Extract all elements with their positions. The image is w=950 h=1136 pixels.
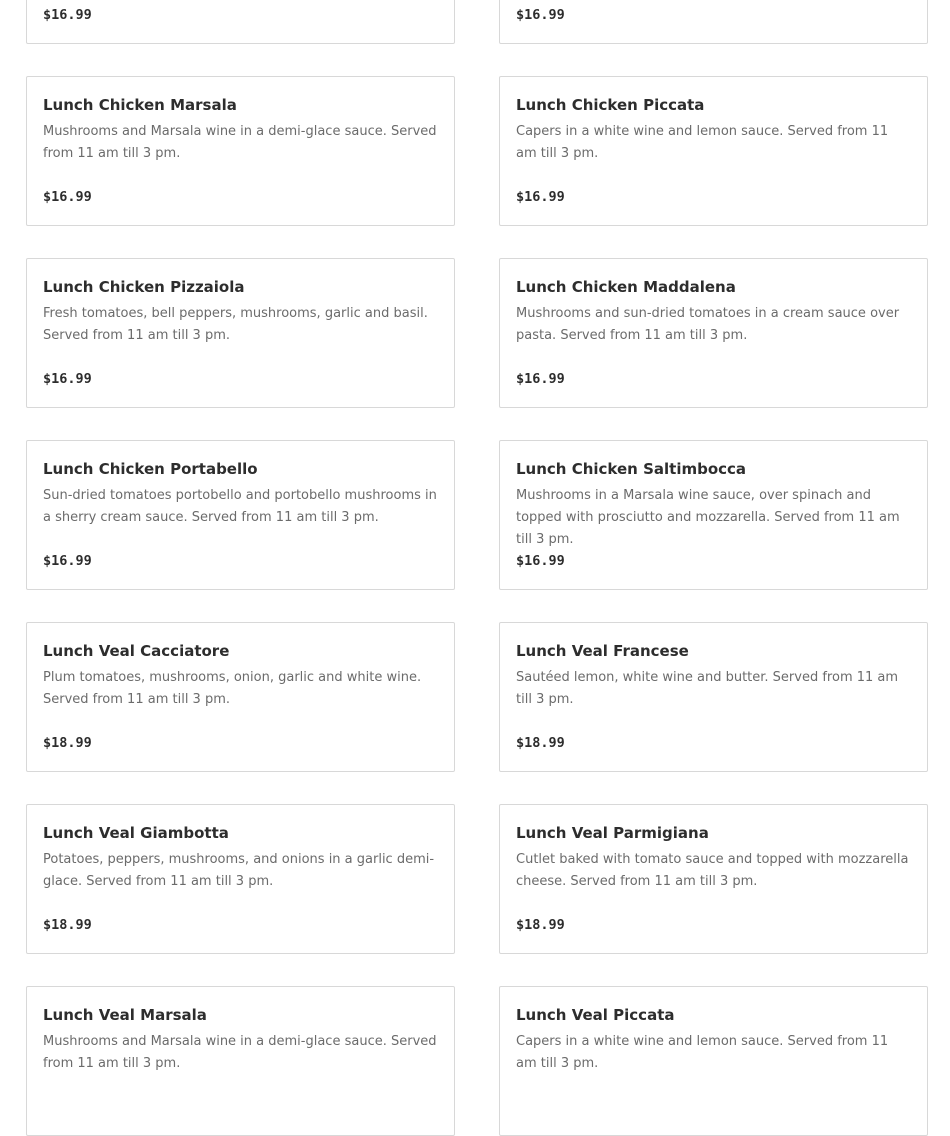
menu-item-name: Lunch Veal Parmigiana: [516, 824, 709, 842]
menu-item-price: $16.99: [516, 553, 565, 569]
menu-item-card[interactable]: [26, 0, 455, 44]
menu-item-price: $16.99: [43, 553, 92, 569]
menu-item-price: $16.99: [43, 371, 92, 387]
menu-item-description: Cutlet baked with tomato sauce and topped with mozzarella cheese. Served from 11 am till 3 pm.: [516, 852, 909, 889]
menu-item-description: Mushrooms in a Marsala wine sauce, over spinach and topped with prosciutto and mozzarella. Served from 11 am till 3 pm.: [516, 488, 900, 547]
menu-items-grid: [26, 0, 928, 1136]
menu-item-card[interactable]: [499, 76, 928, 226]
menu-item-price: $16.99: [516, 7, 565, 23]
menu-item-description: Mushrooms and sun-dried tomatoes in a cream sauce over pasta. Served from 11 am till 3 pm.: [516, 306, 900, 343]
menu-item-name: Lunch Chicken Maddalena: [516, 278, 736, 296]
menu-item-name: Lunch Veal Giambotta: [43, 824, 229, 842]
menu-item-description: Sautéed lemon, white wine and butter. Served from 11 am till 3 pm.: [516, 670, 899, 707]
menu-item-description: Fresh tomatoes, bell peppers, mushrooms, garlic and basil. Served from 11 am till 3 pm.: [43, 306, 428, 343]
menu-item-price: $18.99: [516, 735, 565, 751]
menu-item-card[interactable]: [26, 258, 455, 408]
menu-item-card[interactable]: [26, 622, 455, 772]
menu-item-price: $18.99: [516, 917, 565, 933]
menu-item-name: Lunch Chicken Marsala: [43, 96, 237, 114]
menu-item-name: Lunch Veal Piccata: [516, 1006, 675, 1024]
menu-item-card[interactable]: [26, 440, 455, 590]
menu-item-name: Lunch Veal Francese: [516, 642, 689, 660]
menu-item-name: Lunch Chicken Saltimbocca: [516, 460, 747, 478]
menu-item-card[interactable]: [26, 804, 455, 954]
menu-item-description: Sun-dried tomatoes portobello and portobello mushrooms in a sherry cream sauce. Served from 11 am till 3 pm.: [43, 488, 437, 525]
menu-item-price: $18.99: [43, 917, 92, 933]
menu-item-description: Capers in a white wine and lemon sauce. Served from 11 am till 3 pm.: [516, 124, 889, 161]
menu-item-card[interactable]: [499, 622, 928, 772]
menu-item-name: Lunch Chicken Piccata: [516, 96, 705, 114]
menu-item-card[interactable]: [26, 76, 455, 226]
menu-item-description: Plum tomatoes, mushrooms, onion, garlic and white wine. Served from 11 am till 3 pm.: [43, 670, 422, 707]
menu-item-price: $16.99: [516, 189, 565, 205]
menu-item-name: Lunch Veal Marsala: [43, 1006, 207, 1024]
menu-item-name: Lunch Veal Cacciatore: [43, 642, 230, 660]
menu-item-description: Potatoes, peppers, mushrooms, and onions in a garlic demi-glace. Served from 11 am till 3 pm.: [43, 852, 435, 889]
menu-item-price: $16.99: [43, 189, 92, 205]
menu-item-price: $18.99: [43, 735, 92, 751]
menu-item-card[interactable]: [499, 0, 928, 44]
menu-item-card[interactable]: [499, 804, 928, 954]
menu-item-card[interactable]: [499, 986, 928, 1136]
menu-item-card[interactable]: [499, 440, 928, 590]
menu-item-name: Lunch Chicken Pizzaiola: [43, 278, 245, 296]
menu-item-description: Mushrooms and Marsala wine in a demi-glace sauce. Served from 11 am till 3 pm.: [43, 1034, 437, 1071]
menu-item-card[interactable]: [499, 258, 928, 408]
menu-item-name: Lunch Chicken Portabello: [43, 460, 258, 478]
menu-item-description: Mushrooms and Marsala wine in a demi-glace sauce. Served from 11 am till 3 pm.: [43, 124, 437, 161]
menu-item-price: $16.99: [516, 371, 565, 387]
menu-item-price: $16.99: [43, 7, 92, 23]
menu-item-card[interactable]: [26, 986, 455, 1136]
menu-item-description: Capers in a white wine and lemon sauce. Served from 11 am till 3 pm.: [516, 1034, 889, 1071]
